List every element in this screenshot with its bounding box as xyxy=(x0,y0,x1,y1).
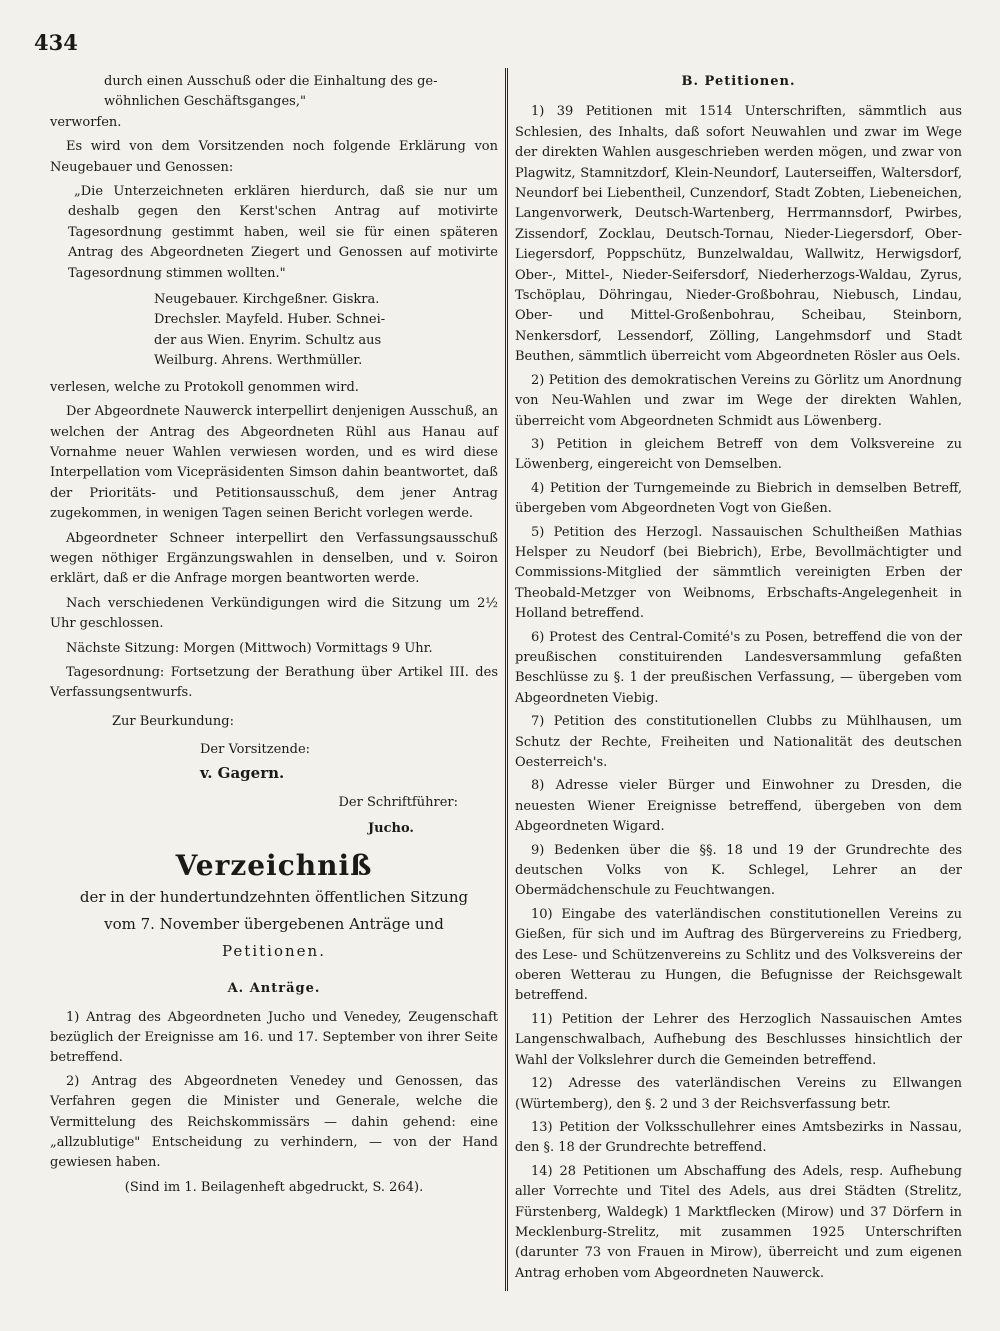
signer-line: Drechsler. Mayfeld. Huber. Schnei- xyxy=(154,312,386,328)
petition-item: 9) Bedenken über die §§. 18 und 19 der Grundrechte des deutschen Volks von K. Schlegel, Lehrer an der Obermädchenschule zu Feuchtwangen. xyxy=(515,842,962,899)
verzeichnis-subtitle-2: vom 7. November übergebenen Anträge und xyxy=(104,915,444,934)
petition-item: 5) Petition des Herzogl. Nassauischen Schultheißen Mathias Helsper zu Neudorf (bei Biebrich), Erbe, Bevollmächtigter und Commissions-Mitglied der sämmtlich vereinigten Erben der Theobald-Metzger von Weibnoms, Erbschafts-Angelegenheit in Holland betreffend. xyxy=(515,524,962,622)
petition-item: 3) Petition in gleichem Betreff von dem Volksvereine zu Löwenberg, eingereicht von Demselben. xyxy=(515,436,962,473)
schriftfuehrer-label: Der Schriftführer: xyxy=(338,795,458,810)
petition-item: 7) Petition des constitutionellen Clubbs zu Mühlhausen, um Schutz der Rechte, Freiheiten und Nationalität des deutschen Oesterreich's. xyxy=(515,714,962,770)
beurkundung-label: Zur Beurkundung: xyxy=(112,713,234,729)
verzeichnis-title: Verzeichniß xyxy=(175,848,373,882)
beilagenheft-note: (Sind im 1. Beilagenheft abgedruckt, S. 264). xyxy=(124,1179,424,1195)
right-column xyxy=(515,72,962,1295)
verlesen-text: verlesen, welche zu Protokoll genommen wird. xyxy=(50,379,359,395)
schneer-paragraph: Abgeordneter Schneer interpellirt den Verfassungsausschuß wegen nöthiger Ergänzungswahlen in denselben, und v. Soiron erklärt, daß er die Anfrage morgen beantworten werde. xyxy=(50,530,498,587)
column-divider xyxy=(505,68,508,1291)
petition-item: 4) Petition der Turngemeinde zu Biebrich in demselben Betreff, übergeben vom Abgeordneten Vogt von Gießen. xyxy=(515,480,962,517)
erklaerung-paragraph: Es wird von dem Vorsitzenden noch folgende Erklärung von Neugebauer und Genossen: xyxy=(50,139,498,175)
petition-item: 13) Petition der Volksschullehrer eines Amtsbezirks in Nassau, den §. 18 der Grundrechte betreffend. xyxy=(515,1119,962,1156)
left-column xyxy=(50,72,498,1295)
schluss-paragraph: Nach verschiedenen Verkündigungen wird die Sitzung um 2½ Uhr geschlossen. xyxy=(50,595,498,632)
antrag-item: 2) Antrag des Abgeordneten Venedey und Genossen, das Verfahren gegen die Minister und Generale, welche die Vermittelung des Reichskommissärs — dahin gehend: eine „allzublutige" Entscheidung zu verhindern, — von der Hand gewiesen haben. xyxy=(50,1073,498,1171)
vorsitzende-label: Der Vorsitzende: xyxy=(200,742,311,758)
schriftfuehrer-name: Jucho. xyxy=(368,821,414,837)
nauwerck-paragraph: Der Abgeordnete Nauwerck interpellirt denjenigen Ausschuß, an welchen der Antrag des Abgeordneten Rühl aus Hanau auf Vornahme neuer Wahlen verwiesen worden, und es wird diese Interpellation vom Vicepräsidenten Simson dahin beantwortet, daß der Prioritäts- und Petitionsausschuß, dem jener Antrag zugekommen, in wenigen Tagen seinen Bericht vorlegen werde. xyxy=(50,404,498,522)
petition-item: 12) Adresse des vaterländischen Vereins zu Ellwangen (Würtemberg), den §. 2 und 3 der Reichsverfassung betr. xyxy=(515,1076,962,1112)
verworfen-text: verworfen. xyxy=(50,114,122,130)
signer-line: der aus Wien. Enyrim. Schultz aus xyxy=(154,332,382,348)
petition-item: 8) Adresse vieler Bürger und Einwohner zu Dresden, die neuesten Wiener Ereignisse betreffend, übergeben von dem Abgeordneten Wigard. xyxy=(515,778,962,835)
quote-paragraph: „Die Unterzeichneten erklären hierdurch, daß sie nur um deshalb gegen den Kerst'schen Antrag auf motivirte Tagesordnung gestimmt haben, weil sie für einen späteren Antrag des Abgeordneten Ziegert und Genossen auf motivirte Tagesordnung stimmen wollten." xyxy=(68,184,498,281)
petition-item: 2) Petition des demokratischen Vereins zu Görlitz um Anordnung von Neu-Wahlen und zwar im Wege der direkten Wahlen, überreicht vom Abgeordneten Schmidt aus Löwenberg. xyxy=(515,372,962,429)
antrag-item: 1) Antrag des Abgeordneten Jucho und Venedey, Zeugenschaft bezüglich der Ereignisse am 16. und 17. September von ihrer Seite betreffend. xyxy=(50,1009,498,1066)
petition-item: 14) 28 Petitionen um Abschaffung des Adels, resp. Aufhebung aller Vorrechte und Titel des Adels, aus drei Städten (Strelitz, Fürstenberg, Waldegk) 1 Marktflecken (Mirow) und 37 Dörfern in Mecklenburg-Strelitz, mit zusammen 1925 Unterschriften (darunter 73 von Frauen in Mirow), überreicht und zum eigenen Antrag erhoben vom Abgeordneten Nauwerck. xyxy=(515,1163,962,1281)
verzeichnis-subtitle-3: Petitionen. xyxy=(222,942,326,961)
page-number: 434 xyxy=(34,30,78,55)
intro-line-2: wöhnlichen Geschäftsganges," xyxy=(104,94,306,110)
section-b-heading: B. Petitionen. xyxy=(681,74,796,89)
petition-item: 10) Eingabe des vaterländischen constitutionellen Vereins zu Gießen, für sich und im Auftrag des Bürgervereins zu Friedberg, des Lese- und Schützenvereins zu Schlitz und des Volksvereins der oberen Wetterau zu Hungen, die Befugnisse der Reichsgewalt betreffend. xyxy=(515,906,962,1004)
petition-item: 6) Protest des Central-Comité's zu Posen, betreffend die von der preußischen constituirenden Landesversammlung gefaßten Beschlüsse zu §. 1 der preußischen Verfassung, — übergeben vom Abgeordneten Viebig. xyxy=(515,629,962,706)
signer-line: Weilburg. Ahrens. Werthmüller. xyxy=(154,353,363,369)
petition-item: 1) 39 Petitionen mit 1514 Unterschriften, sämmtlich aus Schlesien, des Inhalts, daß sofort Neuwahlen und zwar im Wege der direkten Wahlen ausgeschrieben werden mögen, und zwar von Plagwitz, Stamnitzdorf, Klein-Neundorf, Lauterseiffen, Waltersdorf, Neundorf bei Liebentheil, Cunzendorf, Stadt Zobten, Liebeneichen, Langenvorwerk, Deutsch-Wartenberg, Herrmannsdorf, Pwirbes, Zissendorf, Zocklau, Deutsch-Tornau, Nieder-Liegersdorf, Ober-Liegersdorf, Poppschütz, Bunzelwaldau, Wallwitz, Herwigsdorf, Ober-, Mittel-, Nieder-Seifersdorf, Niederherzogs-Waldau, Zyrus, Tschöplau, Döhringau, Nieder-Großbohrau, Niebusch, Lindau, Ober- und Mittel-Großenbohrau, Scheibau, Steinborn, Nenkersdorf, Lessendorf, Zölling, Langehmsdorf und Stadt Beuthen, sämmtlich überreicht vom Abgeordneten Rösler aus Oels. xyxy=(515,104,962,365)
verzeichnis-subtitle-1: der in der hundertundzehnten öffentlichen Sitzung xyxy=(79,888,469,907)
signer-line: Neugebauer. Kirchgeßner. Giskra. xyxy=(154,292,380,308)
signers-block xyxy=(50,290,498,372)
intro-line-1: durch einen Ausschuß oder die Einhaltung des ge- xyxy=(104,74,438,89)
vorsitzende-name: v. Gagern. xyxy=(200,763,285,782)
tagesordnung-paragraph: Tagesordnung: Fortsetzung der Berathung über Artikel III. des Verfassungsentwurfs. xyxy=(50,664,498,701)
petition-item: 11) Petition der Lehrer des Herzoglich Nassauischen Amtes Langenschwalbach, Aufhebung des Beschlusses hinsichtlich der Wahl der Volkslehrer durch die Gemeinden betreffend. xyxy=(515,1011,962,1068)
naechste-sitzung-paragraph: Nächste Sitzung: Morgen (Mittwoch) Vormittags 9 Uhr. xyxy=(66,640,433,656)
section-a-heading: A. Anträge. xyxy=(227,981,321,997)
